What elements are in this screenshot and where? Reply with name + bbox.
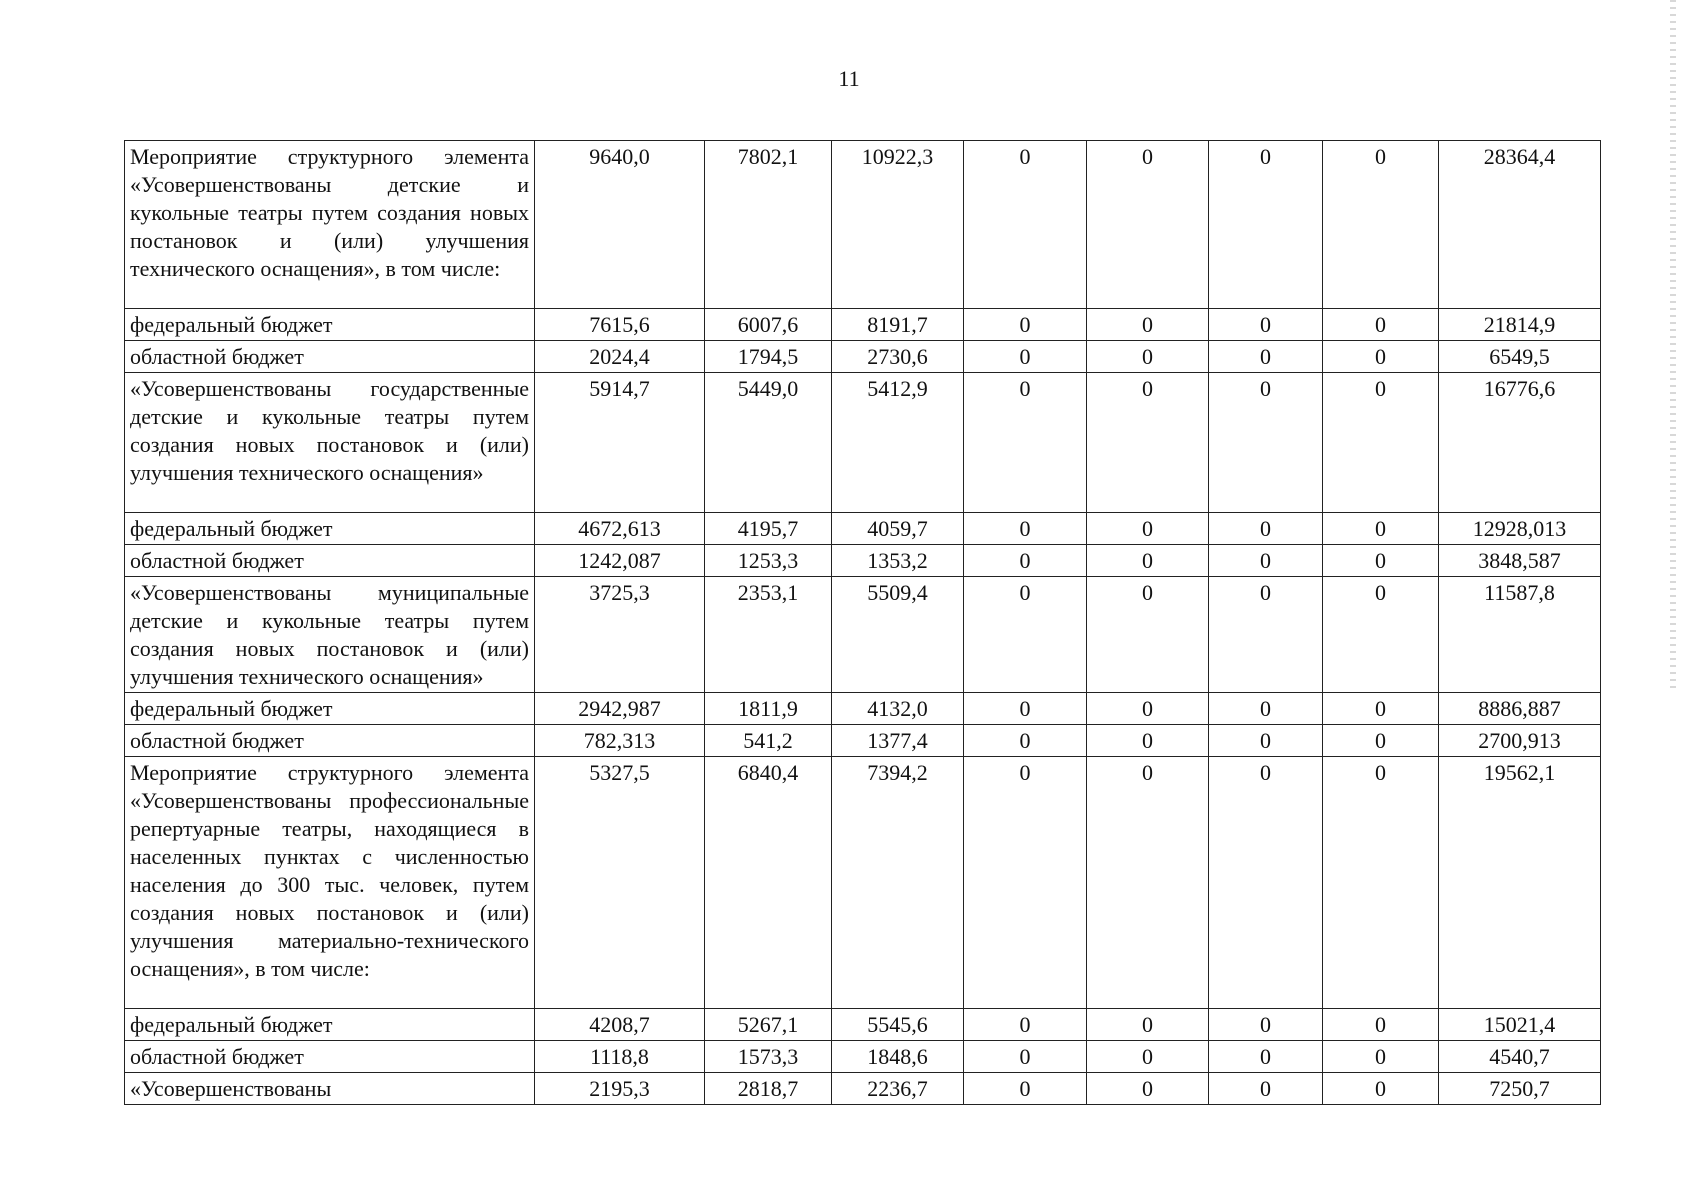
table-row — [125, 545, 1601, 577]
table-row — [125, 341, 1601, 373]
value-cell: 0 — [1323, 341, 1439, 373]
value-cell: 5545,6 — [832, 1009, 964, 1041]
value-cell: 2236,7 — [832, 1073, 964, 1105]
value-cell: 15021,4 — [1439, 1009, 1601, 1041]
value-cell: 8886,887 — [1439, 693, 1601, 725]
value-cell: 0 — [964, 545, 1087, 577]
value-cell: 1253,3 — [705, 545, 832, 577]
table-body — [125, 141, 1601, 1105]
value-cell: 9640,0 — [535, 141, 705, 309]
value-cell: 16776,6 — [1439, 373, 1601, 513]
value-cell: 0 — [1209, 341, 1323, 373]
table-row — [125, 1073, 1601, 1105]
value-cell: 0 — [1087, 373, 1209, 513]
value-cell: 0 — [1209, 1041, 1323, 1073]
value-cell: 5327,5 — [535, 757, 705, 1009]
value-cell: 0 — [1087, 725, 1209, 757]
value-cell: 0 — [1087, 545, 1209, 577]
value-cell: 4208,7 — [535, 1009, 705, 1041]
value-cell: 5914,7 — [535, 373, 705, 513]
table-row — [125, 693, 1601, 725]
value-cell: 2024,4 — [535, 341, 705, 373]
table-row — [125, 757, 1601, 1009]
value-cell: 5449,0 — [705, 373, 832, 513]
value-cell: 2942,987 — [535, 693, 705, 725]
row-label: Мероприятие структурного элемента «Усовершенствованы детские и кукольные театры путем создания новых постановок и (или) улучшения технического оснащения», в том числе: — [125, 141, 535, 309]
row-label: «Усовершенствованы муниципальные детские и кукольные театры путем создания новых постановок и (или) улучшения технического оснащения» — [125, 577, 535, 693]
value-cell: 0 — [1087, 577, 1209, 693]
value-cell: 0 — [1209, 141, 1323, 309]
value-cell: 2353,1 — [705, 577, 832, 693]
value-cell: 0 — [964, 1041, 1087, 1073]
value-cell: 0 — [1209, 757, 1323, 1009]
table-row — [125, 141, 1601, 309]
value-cell: 0 — [1087, 341, 1209, 373]
value-cell: 7394,2 — [832, 757, 964, 1009]
row-label: Мероприятие структурного элемента «Усовершенствованы профессиональные репертуарные театры, находящиеся в населенных пунктах с численностью населения до 300 тыс. человек, путем создания новых постановок и (или) улучшения материально-технического оснащения», в том числе: — [125, 757, 535, 1009]
value-cell: 0 — [964, 341, 1087, 373]
row-label: областной бюджет — [125, 545, 535, 577]
value-cell: 5509,4 — [832, 577, 964, 693]
scan-edge-artifact — [1670, 0, 1676, 690]
value-cell: 0 — [1323, 693, 1439, 725]
value-cell: 0 — [1209, 513, 1323, 545]
value-cell: 0 — [1087, 757, 1209, 1009]
value-cell: 0 — [964, 693, 1087, 725]
value-cell: 0 — [1087, 1041, 1209, 1073]
value-cell: 0 — [1323, 309, 1439, 341]
value-cell: 2818,7 — [705, 1073, 832, 1105]
value-cell: 3848,587 — [1439, 545, 1601, 577]
value-cell: 4059,7 — [832, 513, 964, 545]
value-cell: 4672,613 — [535, 513, 705, 545]
value-cell: 0 — [1209, 725, 1323, 757]
table-row — [125, 577, 1601, 693]
value-cell: 0 — [964, 725, 1087, 757]
value-cell: 0 — [964, 373, 1087, 513]
row-label: федеральный бюджет — [125, 693, 535, 725]
value-cell: 0 — [1209, 1009, 1323, 1041]
value-cell: 2730,6 — [832, 341, 964, 373]
value-cell: 0 — [1323, 513, 1439, 545]
value-cell: 6840,4 — [705, 757, 832, 1009]
value-cell: 0 — [964, 1009, 1087, 1041]
value-cell: 0 — [1087, 1073, 1209, 1105]
table-row — [125, 1041, 1601, 1073]
value-cell: 0 — [1209, 1073, 1323, 1105]
value-cell: 0 — [964, 757, 1087, 1009]
value-cell: 0 — [1323, 141, 1439, 309]
value-cell: 1811,9 — [705, 693, 832, 725]
value-cell: 782,313 — [535, 725, 705, 757]
value-cell: 3725,3 — [535, 577, 705, 693]
row-label: федеральный бюджет — [125, 513, 535, 545]
value-cell: 4195,7 — [705, 513, 832, 545]
table-row — [125, 309, 1601, 341]
value-cell: 19562,1 — [1439, 757, 1601, 1009]
value-cell: 0 — [964, 513, 1087, 545]
value-cell: 0 — [964, 141, 1087, 309]
value-cell: 0 — [1323, 1041, 1439, 1073]
value-cell: 0 — [964, 309, 1087, 341]
value-cell: 1353,2 — [832, 545, 964, 577]
table-row — [125, 725, 1601, 757]
value-cell: 2700,913 — [1439, 725, 1601, 757]
value-cell: 0 — [1323, 725, 1439, 757]
value-cell: 1794,5 — [705, 341, 832, 373]
value-cell: 4540,7 — [1439, 1041, 1601, 1073]
value-cell: 0 — [1323, 373, 1439, 513]
value-cell: 4132,0 — [832, 693, 964, 725]
value-cell: 0 — [1323, 577, 1439, 693]
value-cell: 0 — [1209, 373, 1323, 513]
value-cell: 7802,1 — [705, 141, 832, 309]
value-cell: 1848,6 — [832, 1041, 964, 1073]
row-label: «Усовершенствованы — [125, 1073, 535, 1105]
value-cell: 1242,087 — [535, 545, 705, 577]
row-label: областной бюджет — [125, 725, 535, 757]
value-cell: 6549,5 — [1439, 341, 1601, 373]
value-cell: 0 — [1323, 1073, 1439, 1105]
value-cell: 12928,013 — [1439, 513, 1601, 545]
row-label: федеральный бюджет — [125, 309, 535, 341]
value-cell: 0 — [1087, 141, 1209, 309]
row-label: «Усовершенствованы государственные детские и кукольные театры путем создания новых постановок и (или) улучшения технического оснащения» — [125, 373, 535, 513]
value-cell: 8191,7 — [832, 309, 964, 341]
value-cell: 6007,6 — [705, 309, 832, 341]
value-cell: 1118,8 — [535, 1041, 705, 1073]
budget-table — [124, 140, 1601, 1105]
value-cell: 0 — [1323, 545, 1439, 577]
value-cell: 10922,3 — [832, 141, 964, 309]
value-cell: 0 — [964, 577, 1087, 693]
value-cell: 7615,6 — [535, 309, 705, 341]
value-cell: 0 — [1087, 1009, 1209, 1041]
value-cell: 0 — [1087, 309, 1209, 341]
value-cell: 0 — [1209, 693, 1323, 725]
value-cell: 0 — [1209, 309, 1323, 341]
value-cell: 0 — [1323, 1009, 1439, 1041]
table-row — [125, 513, 1601, 545]
value-cell: 1573,3 — [705, 1041, 832, 1073]
table-row — [125, 373, 1601, 513]
value-cell: 0 — [1087, 513, 1209, 545]
value-cell: 5267,1 — [705, 1009, 832, 1041]
value-cell: 1377,4 — [832, 725, 964, 757]
page-number: 11 — [838, 66, 860, 91]
value-cell: 5412,9 — [832, 373, 964, 513]
value-cell: 7250,7 — [1439, 1073, 1601, 1105]
value-cell: 0 — [1209, 577, 1323, 693]
row-label: федеральный бюджет — [125, 1009, 535, 1041]
value-cell: 28364,4 — [1439, 141, 1601, 309]
value-cell: 0 — [1209, 545, 1323, 577]
value-cell: 2195,3 — [535, 1073, 705, 1105]
value-cell: 0 — [1323, 757, 1439, 1009]
row-label: областной бюджет — [125, 1041, 535, 1073]
value-cell: 0 — [1087, 693, 1209, 725]
value-cell: 21814,9 — [1439, 309, 1601, 341]
table-row — [125, 1009, 1601, 1041]
row-label: областной бюджет — [125, 341, 535, 373]
value-cell: 541,2 — [705, 725, 832, 757]
value-cell: 0 — [964, 1073, 1087, 1105]
value-cell: 11587,8 — [1439, 577, 1601, 693]
